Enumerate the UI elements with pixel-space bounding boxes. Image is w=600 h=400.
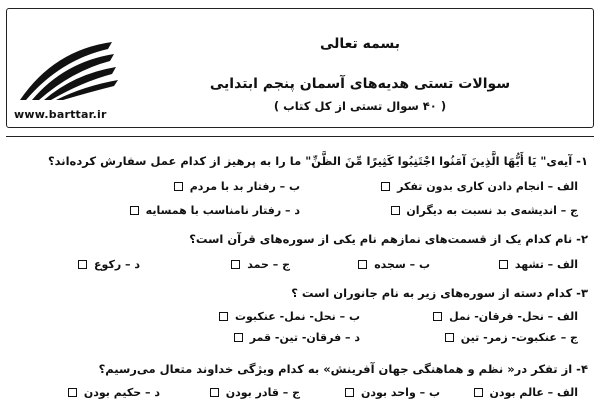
q4-option-b-label: ب – واحد بودن	[361, 386, 440, 399]
checkbox-icon[interactable]	[210, 388, 219, 397]
checkbox-icon[interactable]	[474, 388, 483, 397]
checkbox-icon[interactable]	[381, 182, 390, 191]
checkbox-icon[interactable]	[358, 260, 367, 269]
q4-option-d[interactable]	[68, 386, 160, 399]
q2-option-b[interactable]	[358, 258, 430, 271]
question-1: ۱- آیه‌ی" يَا أَيُّهَا الَّذِينَ آمَنُوا اجْتَنِبُوا كَثِيرًا مِّنَ الظَّنِّ" ما را به پرهیز از کدام عمل سفارش کرده‌اند؟	[47, 154, 588, 168]
q4-option-b[interactable]	[345, 386, 440, 399]
q2-option-a-label: الف – تشهد	[514, 258, 578, 271]
q1-option-c[interactable]	[391, 204, 579, 217]
q3-option-a[interactable]	[433, 310, 578, 323]
checkbox-icon[interactable]	[130, 206, 139, 215]
checkbox-icon[interactable]	[445, 333, 454, 342]
question-3: ۳- کدام دسته از سوره‌های زیر به نام جانوران است ؟	[291, 286, 588, 300]
checkbox-icon[interactable]	[174, 182, 183, 191]
page-title: سوالات تستی هدیه‌های آسمان پنجم ابتدایی	[209, 76, 511, 92]
basmala: بسمه تعالی	[319, 36, 401, 52]
page-subtitle: ( ۴۰ سوال تستی از کل کتاب )	[273, 99, 447, 113]
site-url[interactable]: www.barttar.ir	[14, 108, 107, 121]
q4-option-c-label: ج – قادر بودن	[225, 386, 300, 399]
question-2: ۲- نام کدام یک از قسمت‌های نمازهم نام یکی از سوره‌های قرآن است؟	[189, 232, 588, 246]
checkbox-icon[interactable]	[78, 260, 87, 269]
q3-option-d-label: د – فرقان- تین- قمر	[249, 331, 360, 344]
checkbox-icon[interactable]	[345, 388, 354, 397]
q3-option-c[interactable]	[445, 331, 578, 344]
checkbox-icon[interactable]	[391, 206, 400, 215]
q1-option-a-label: الف – انجام دادن کاری بدون تفکر	[397, 180, 578, 193]
q2-option-d-label: د – رکوع	[94, 258, 140, 271]
q1-option-d[interactable]	[130, 204, 300, 217]
checkbox-icon[interactable]	[433, 312, 442, 321]
q4-option-c[interactable]	[210, 386, 300, 399]
q2-option-a[interactable]	[499, 258, 578, 271]
q1-option-b[interactable]	[174, 180, 300, 193]
checkbox-icon[interactable]	[234, 333, 243, 342]
q3-option-b-label: ب – نحل- نمل- عنکبوت	[234, 310, 360, 323]
site-logo	[14, 40, 124, 102]
q1-option-d-label: د – رفتار نامناسب با همسایه	[145, 204, 300, 217]
q3-option-b[interactable]	[219, 310, 360, 323]
q4-option-a-label: الف – عالم بودن	[489, 386, 578, 399]
q1-option-b-label: ب – رفتار بد با مردم	[189, 180, 300, 193]
q3-option-c-label: ج – عنکبوت- زمر- تین	[460, 331, 578, 344]
header-divider	[6, 136, 594, 137]
q2-option-d[interactable]	[78, 258, 140, 271]
checkbox-icon[interactable]	[68, 388, 77, 397]
q1-option-a[interactable]	[381, 180, 578, 193]
q1-option-c-label: ج – اندیشه‌ی بد نسبت به دیگران	[406, 204, 578, 217]
q4-option-d-label: د – حکیم بودن	[83, 386, 160, 399]
q2-option-b-label: ب – سجده	[374, 258, 430, 271]
checkbox-icon[interactable]	[219, 312, 228, 321]
checkbox-icon[interactable]	[231, 260, 240, 269]
q3-option-d[interactable]	[234, 331, 360, 344]
q2-option-c[interactable]	[231, 258, 290, 271]
q3-option-a-label: الف – نحل- فرقان- نمل	[449, 310, 578, 323]
q2-option-c-label: ج – حمد	[247, 258, 290, 271]
checkbox-icon[interactable]	[499, 260, 508, 269]
question-4: ۴- از تفکر در« نظم و هماهنگی جهان آفرینش» به کدام ویژگی خداوند متعال می‌رسیم؟	[98, 362, 588, 376]
q4-option-a[interactable]	[474, 386, 578, 399]
